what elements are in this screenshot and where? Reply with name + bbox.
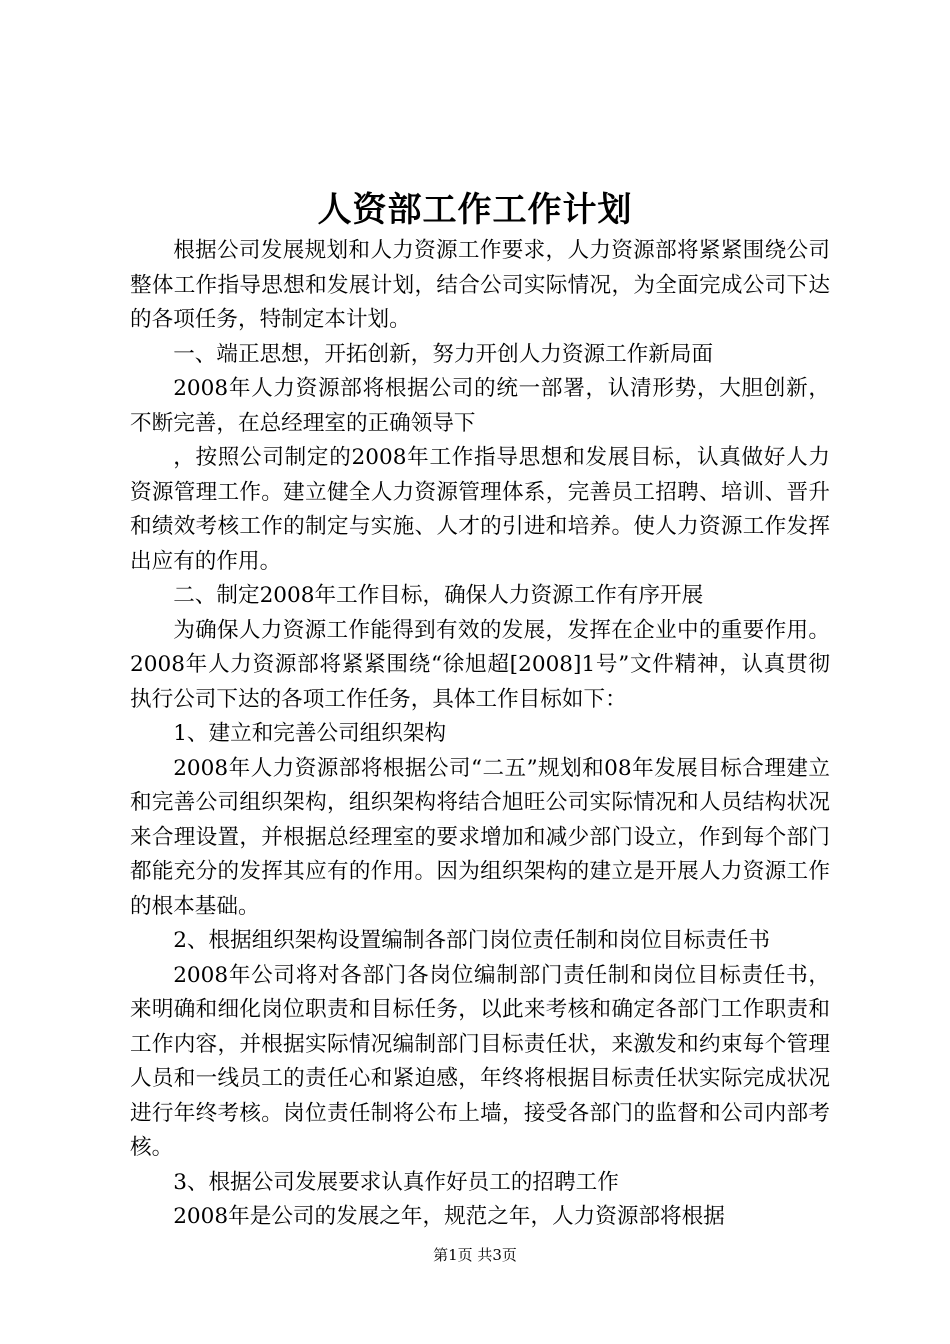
body-paragraph: 2008年公司将对各部门各岗位编制部门责任制和岗位目标责任书，来明确和细化岗位职责和目标任务，以此来考核和确定各部门工作职责和工作内容，并根据实际情况编制部门目标责任状，来激发和约束每个管理人员和一线员工的责任心和紧迫感，年终将根据目标责任状实际完成状况进行年终考核。岗位责任制将公布上墙，接受各部门的监督和公司内部考核。 [130,962,830,1160]
body-paragraph: 2008年人力资源部将根据公司的统一部署，认清形势，大胆创新，不断完善，在总经理室的正确领导下 [130,376,830,436]
subsection-heading-1: 1、建立和完善公司组织架构 [173,721,447,746]
intro-paragraph: 根据公司发展规划和人力资源工作要求，人力资源部将紧紧围绕公司整体工作指导思想和发展计划，结合公司实际情况，为全面完成公司下达的各项任务，特制定本计划。 [130,238,830,332]
body-paragraph: 为确保人力资源工作能得到有效的发展，发挥在企业中的重要作用。2008年人力资源部将紧紧围绕“徐旭超[2008]1号”文件精神，认真贯彻执行公司下达的各项工作任务，具体工作目标如下： [130,617,830,712]
section-heading-1: 一、端正思想，开拓创新，努力开创人力资源工作新局面 [173,341,714,367]
subsection-heading-2: 2、根据组织架构设置编制各部门岗位责任制和岗位目标责任书 [173,928,770,953]
document-title: 人资部工作工作计划 [317,190,633,230]
subsection-heading-3: 3、根据公司发展要求认真作好员工的招聘工作 [173,1169,619,1195]
page-footer: 第1页 共3页 [433,1246,517,1264]
section-heading-2: 二、制定2008年工作目标，确保人力资源工作有序开展 [173,583,704,608]
body-paragraph: 2008年人力资源部将根据公司“二五”规划和08年发展目标合理建立和完善公司组织架构，组织架构将结合旭旺公司实际情况和人员结构状况来合理设置，并根据总经理室的要求增加和减少部门设立，作到每个部门都能充分的发挥其应有的作用。因为组织架构的建立是开展人力资源工作的根本基础。 [130,755,830,919]
body-paragraph: ，按照公司制定的2008年工作指导思想和发展目标，认真做好人力资源管理工作。建立健全人力资源管理体系，完善员工招聘、培训、晋升和绩效考核工作的制定与实施、人才的引进和培养。使人力资源工作发挥出应有的作用。 [130,445,830,574]
document-body [130,234,830,1235]
body-paragraph: 2008年是公司的发展之年，规范之年，人力资源部将根据 [173,1204,725,1229]
